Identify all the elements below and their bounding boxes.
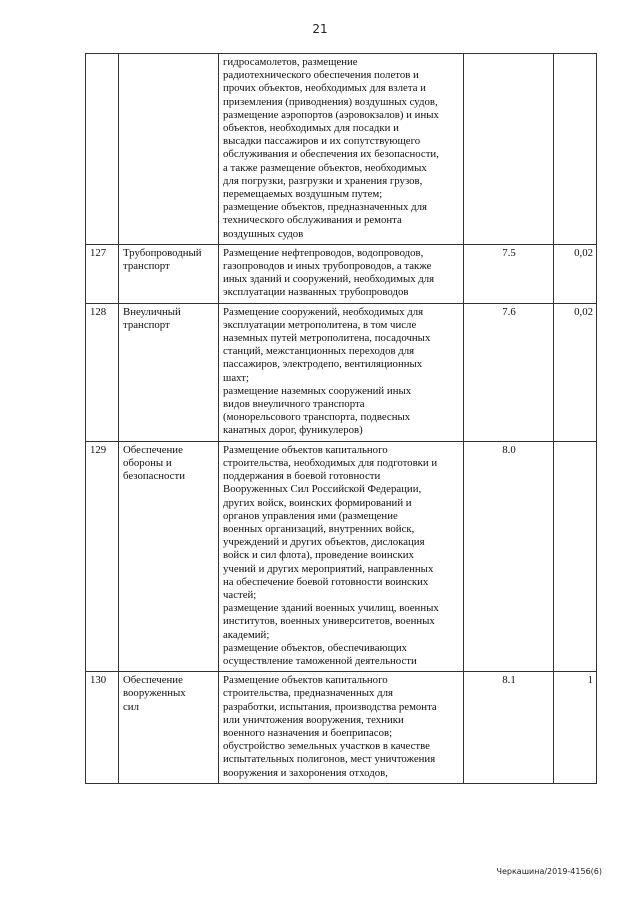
use-type-description [219,54,464,245]
description-line: частей; [223,588,257,601]
description-line: институтов, военных университетов, военных [223,615,435,628]
description-line: поддержания в боевой готовности [223,470,381,483]
description-line: радиотехнического обеспечения полетов и [223,69,419,82]
row-number: 127 [86,244,119,303]
use-type-name-line: сил [123,700,139,713]
table-row [86,303,597,441]
description-line: технического обслуживания и ремонта [223,214,402,227]
description-line: шахт; [223,371,249,384]
description-line: пассажиров, электродепо, вентиляционных [223,358,423,371]
description-line: Размещение объектов капитального [223,674,388,687]
rate-value: 1 [554,672,597,784]
description-line: эксплуатации названных трубопроводов [223,286,409,299]
rate-value: 0,02 [554,303,597,441]
description-line: других войск, воинских формирований и [223,496,412,509]
description-line: размещение наземных сооружений иных [223,384,412,397]
use-type-name-line: вооруженных [123,687,186,700]
table-row [86,244,597,303]
use-type-name [119,244,219,303]
description-line: Вооруженных Сил Российской Федерации, [223,483,422,496]
description-line: учреждений и других объектов, дислокация [223,536,425,549]
use-type-name-line: транспорт [123,260,170,273]
description-line: испытательных полигонов, мест уничтожения [223,753,436,766]
use-type-name-line: безопасности [123,470,185,483]
description-line: видов внеуличного транспорта [223,398,365,411]
description-line: военного назначения и боеприпасов; [223,726,393,739]
table-row [86,441,597,671]
description-line: обустройство земельных участков в качестве [223,740,430,753]
description-line: академий; [223,628,270,641]
description-line: органов управления ими (размещение [223,509,398,522]
description-line: приземления (приводнения) воздушных судов, [223,95,438,108]
use-type-name-line: Обеспечение [123,443,183,456]
table-row [86,54,597,245]
description-line: объектов, необходимых для посадки и [223,122,399,135]
row-number: 130 [86,672,119,784]
description-line: учений и других мероприятий, направленных [223,562,434,575]
land-use-table [85,53,597,784]
description-line: газопроводов и иных трубопроводов, а также [223,260,432,273]
description-line: размещение объектов, предназначенных для [223,201,427,214]
description-line: строительства, предназначенных для [223,687,393,700]
description-line: гидросамолетов, размещение [223,56,358,68]
row-number: 128 [86,303,119,441]
description-line: на обеспечение боевой готовности воинских [223,575,429,588]
use-type-description [219,441,464,671]
description-line: разработки, испытания, производства ремонта [223,700,437,713]
use-type-name [119,303,219,441]
use-type-name-line: обороны и [123,456,172,469]
description-line: высадки пассажиров и их сопутствующего [223,135,421,148]
description-line: станций, межстанционных переходов для [223,345,415,358]
description-line: размещение объектов, обеспечивающих [223,641,408,654]
rate-value [554,54,597,245]
description-line: осуществление таможенной деятельности [223,654,417,667]
description-line: обслуживания и обеспечения их безопасности, [223,148,439,161]
use-type-code: 8.0 [464,441,554,671]
description-line: вооружения и захоронения отходов, [223,766,388,779]
use-type-name [119,441,219,671]
use-type-description [219,672,464,784]
use-type-code [464,54,554,245]
description-line: Размещение сооружений, необходимых для [223,305,424,318]
description-line: для погрузки, разгрузки и хранения грузов, [223,174,423,187]
description-line: военных организаций, внутренних войск, [223,522,415,535]
use-type-code: 8.1 [464,672,554,784]
description-line: иных зданий и сооружений, необходимых для [223,273,435,286]
row-number: 129 [86,441,119,671]
use-type-name-line: Внеуличный [123,305,181,318]
description-line: канатных дорог, фуникулеров) [223,424,363,437]
description-line: войск и сил флота), проведение воинских [223,549,414,562]
use-type-name [119,54,219,245]
document-footer-code: Черкашина/2019-4156(6) [496,867,602,876]
description-line: прочих объектов, необходимых для взлета и [223,82,426,95]
row-number [86,54,119,245]
description-line: размещение аэропортов (аэровокзалов) и иных [223,108,439,121]
table-row [86,672,597,784]
description-line: строительства, необходимых для подготовки и [223,456,438,469]
use-type-name [119,672,219,784]
use-type-name-line: Обеспечение [123,674,183,687]
use-type-name-line: транспорт [123,318,170,331]
description-line: или уничтожения вооружения, техники [223,713,404,726]
use-type-code: 7.5 [464,244,554,303]
description-line: Размещение объектов капитального [223,443,388,456]
description-line: эксплуатации метрополитена, в том числе [223,318,417,331]
description-line: перемещаемых воздушным путем; [223,188,383,201]
rate-value: 0,02 [554,244,597,303]
use-type-description [219,303,464,441]
page-number: 21 [312,22,328,36]
use-type-code: 7.6 [464,303,554,441]
description-line: воздушных судов [223,227,304,240]
rate-value [554,441,597,671]
use-type-description [219,244,464,303]
description-line: а также размещение объектов, необходимых [223,161,427,174]
use-type-name-line: Трубопроводный [123,246,202,259]
description-line: наземных путей метрополитена, посадочных [223,332,431,345]
table-body [86,54,597,784]
description-line: (монорельсового транспорта, подвесных [223,411,411,424]
description-line: Размещение нефтепроводов, водопроводов, [223,246,424,259]
description-line: размещение зданий военных училищ, военных [223,602,439,615]
